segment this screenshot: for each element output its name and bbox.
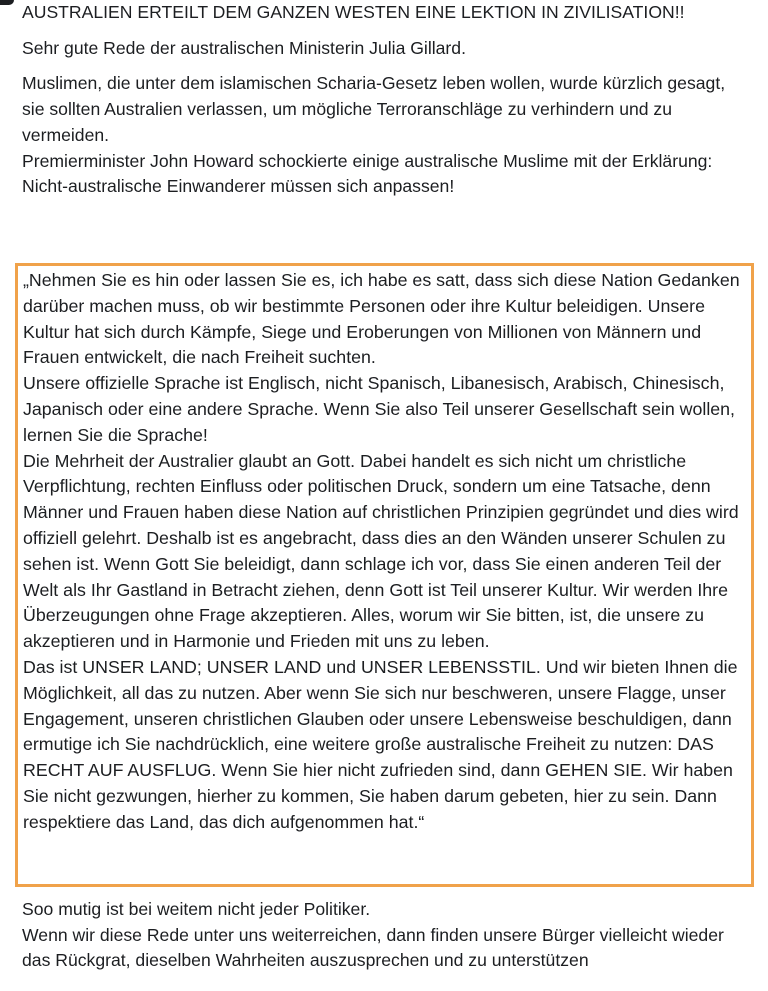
quote-paragraph: „Nehmen Sie es hin oder lassen Sie es, ich habe es satt, dass sich diese Nation Gedanken darüber machen muss, ob wir bestimmte Personen oder ihre Kultur beleidigen. Unsere Kultur hat sich durch Kämpfe, Siege und Eroberungen von Millionen von Männern und Frauen entwickelt, die nach Freiheit suchten. — [23, 270, 740, 368]
highlighted-quote-box — [15, 263, 754, 887]
quote-paragraph: Die Mehrheit der Australier glaubt an Gott. Dabei handelt es sich nicht um christliche Verpflichtung, rechten Einfluss oder politischen Druck, sondern um eine Tatsache, denn Männer und Frauen haben diese Nation auf christlichen Prinzipien gegründet und dies wird offiziell gelehrt. Deshalb ist es angebracht, dass dies an den Wänden unserer Schulen zu sehen ist. Wenn Gott Sie beleidigt, dann schlage ich vor, dass Sie einen anderen Teil der Welt als Ihr Gastland in Betracht ziehen, denn Gott ist Teil unserer Kultur. Wir werden Ihre Überzeugungen ohne Frage akzeptieren. Alles, worum wir Sie bitten, ist, die unsere zu akzeptieren und in Harmonie und Frieden mit uns zu leben. — [23, 450, 739, 652]
post-intro: Sehr gute Rede der australischen Ministerin Julia Gillard. — [22, 37, 466, 58]
closing-paragraph: Wenn wir diese Rede unter uns weiterreichen, dann finden unsere Bürger vielleicht wieder das Rückgrat, dieselben Wahrheiten auszusprechen und zu unterstützen — [22, 924, 724, 971]
context-line: Muslimen, die unter dem islamischen Scharia-Gesetz leben wollen, wurde kürzlich gesagt, sie sollten Australien verlassen, um mögliche Terroranschläge zu verhindern und zu vermeiden. — [22, 73, 726, 145]
quote-paragraph: Das ist UNSER LAND; UNSER LAND und UNSER LEBENSSTIL. Und wir bieten Ihnen die Möglichkeit, all das zu nutzen. Aber wenn Sie sich nur beschweren, unsere Flagge, unser Engagement, unseren christlichen Glauben oder unsere Lebensweise beschuldigen, dann ermutige ich Sie nachdrücklich, eine weitere große australische Freiheit zu nutzen: DAS RECHT AUF AUSFLUG. Wenn Sie hier nicht zufrieden sind, dann GEHEN SIE. Wir haben Sie nicht gezwungen, hierher zu kommen, Sie haben darum gebeten, hier zu sein. Dann respektiere das Land, das dich aufgenommen hat.“ — [23, 656, 738, 832]
post-headline: AUSTRALIEN ERTEILT DEM GANZEN WESTEN EINE LEKTION IN ZIVILISATION!! — [22, 2, 685, 22]
post-body — [22, 0, 752, 200]
quote-paragraph: Unsere offizielle Sprache ist Englisch, nicht Spanisch, Libanesisch, Arabisch, Chinesisch, Japanisch oder eine andere Sprache. Wenn Sie also Teil unserer Gesellschaft sein wollen, lernen Sie die Sprache! — [23, 373, 735, 445]
cropped-avatar-edge — [0, 0, 14, 5]
context-line: Nicht-australische Einwanderer müssen sich anpassen! — [22, 176, 455, 197]
after-quote-line: Soo mutig ist bei weitem nicht jeder Politiker. — [22, 899, 371, 919]
context-line: Premierminister John Howard schockierte einige australische Muslime mit der Erklärung: — [22, 150, 713, 171]
post-context — [22, 71, 752, 200]
post-continuation — [22, 897, 752, 974]
